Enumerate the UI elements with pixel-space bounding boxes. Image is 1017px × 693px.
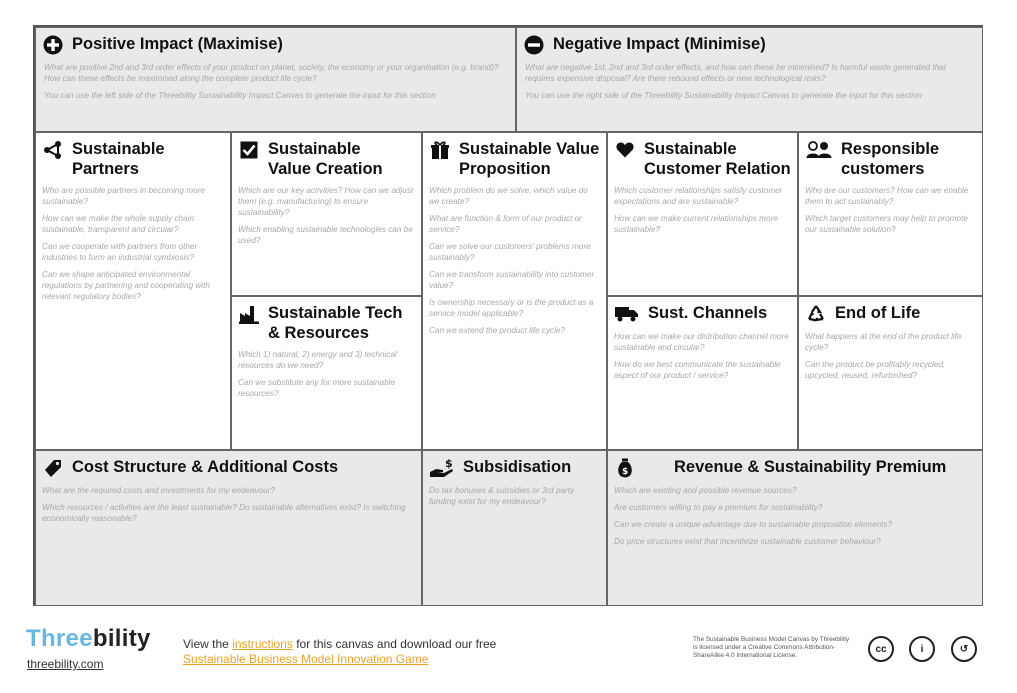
cost-title: Cost Structure & Additional Costs bbox=[72, 458, 339, 476]
revenue-question: Can we create a unique advantage due to sustainable proposition elements? bbox=[614, 520, 893, 529]
tech-question: Can we substitute any for more sustainable resources? bbox=[238, 378, 396, 398]
responsible-customers-section bbox=[798, 132, 983, 296]
tech-resources-section bbox=[231, 296, 422, 450]
heart-icon bbox=[614, 139, 636, 161]
end-of-life-section bbox=[798, 296, 983, 450]
truck-icon bbox=[614, 303, 640, 325]
positive-impact-section bbox=[35, 27, 516, 132]
partners-question: Who are possible partners in becoming more sustainable? bbox=[42, 186, 205, 206]
threebility-logo bbox=[26, 625, 151, 653]
negative-impact-title: Negative Impact (Minimise) bbox=[553, 35, 766, 53]
cc-icon: cc bbox=[868, 636, 894, 662]
partners-title-line2: Partners bbox=[72, 160, 139, 178]
cost-question: Which resources / activities are the least sustainable? Do sustainable alternatives exist? Is switching economically reasonable? bbox=[42, 503, 406, 523]
end-of-life-question: Can the product be profitably recycled, upcycled, reused, refurbished? bbox=[805, 360, 946, 380]
gift-icon bbox=[429, 139, 451, 161]
checkbox-icon bbox=[238, 139, 260, 161]
license-text[interactable]: The Sustainable Business Model Canvas by Threebility is licensed under a Creative Commons Attribution-ShareAlike 4.0 International License. bbox=[693, 636, 850, 659]
cost-question: What are the required costs and investments for my endeavour? bbox=[42, 486, 276, 495]
tech-title-line2: & Resources bbox=[268, 324, 369, 342]
value-prop-title-line2: Proposition bbox=[459, 160, 551, 178]
value-creation-section bbox=[231, 132, 422, 296]
positive-impact-hint: You can use the left side of the Threebility Sustainability Impact Canvas to generate the input for this section bbox=[44, 91, 436, 100]
subsidisation-question: Do tax bonuses & subsidies or 3rd party funding exist for my endeavour? bbox=[429, 486, 575, 506]
customers-question: Who are our customers? How can we enable them to act sustainably? bbox=[805, 186, 969, 206]
svg-text:$: $ bbox=[445, 458, 453, 470]
partners-question: How can we make the whole supply chain sustainable, transparent and circular? bbox=[42, 214, 195, 234]
revenue-question: Which are existing and possible revenue sources? bbox=[614, 486, 797, 495]
tag-icon bbox=[42, 457, 64, 479]
negative-impact-question: What are negative 1st, 2nd and 3rd order effects, and how can these be minimised? Is harmful waste generated that requires expensive disposal? Are there rebound effects or new technological risks? bbox=[525, 63, 946, 83]
negative-impact-section bbox=[516, 27, 983, 132]
relation-question: Which customer relationships satisfy customer expectations and are sustainable? bbox=[614, 186, 783, 206]
channels-section bbox=[607, 296, 798, 450]
value-creation-question: Which enabling sustainable technologies can be used? bbox=[238, 225, 413, 245]
value-prop-question: What are function & form of our product or service? bbox=[429, 214, 582, 234]
revenue-title: Revenue & Sustainability Premium bbox=[674, 458, 947, 476]
relation-title-line2: Customer Relation bbox=[644, 160, 791, 178]
relation-question: How can we make current relationships more sustainable? bbox=[614, 214, 778, 234]
channels-question: How can we make our distribution channel more sustainable and circular? bbox=[614, 332, 789, 352]
negative-impact-hint: You can use the right side of the Threebility Sustainability Impact Canvas to generate the input for this section bbox=[525, 91, 922, 100]
value-prop-question: Is ownership necessary or is the product as a service model applicable? bbox=[429, 298, 594, 318]
value-prop-question: Can we solve our customers' problems more sustainably? bbox=[429, 242, 591, 262]
value-prop-title-line1: Sustainable Value bbox=[459, 140, 600, 158]
value-proposition-section bbox=[422, 132, 607, 450]
channels-question: How do we best communicate the sustainable aspect of our product / service? bbox=[614, 360, 781, 380]
partners-question: Can we shape anticipated environmental regulations by partnering and cooperating with relevant regulatory bodies? bbox=[42, 270, 210, 301]
partners-title-line1: Sustainable bbox=[72, 140, 165, 158]
subsidisation-section bbox=[422, 450, 607, 606]
value-creation-question: Which are our key activities? How can we adjust them (e.g. manufacturing) to ensure sustainability? bbox=[238, 186, 414, 217]
revenue-question: Do price structures exist that incentivize sustainable customer behaviour? bbox=[614, 537, 881, 546]
instructions-link[interactable]: instructions bbox=[232, 637, 293, 651]
money-bag-icon bbox=[614, 457, 636, 479]
revenue-question: Are customers willing to pay a premium for sustainability? bbox=[614, 503, 823, 512]
minus-circle-icon bbox=[523, 34, 545, 56]
recycle-icon bbox=[805, 303, 827, 325]
svg-text:$: $ bbox=[622, 467, 629, 477]
sustainable-partners-section bbox=[35, 132, 231, 450]
hand-money-icon bbox=[429, 457, 455, 479]
logo-part-bility: bility bbox=[92, 625, 151, 652]
value-creation-title-line2: Value Creation bbox=[268, 160, 383, 178]
customer-relation-section bbox=[607, 132, 798, 296]
footer bbox=[0, 620, 1017, 693]
cost-structure-section bbox=[35, 450, 422, 606]
subsidisation-title: Subsidisation bbox=[463, 458, 572, 476]
positive-impact-title: Positive Impact (Maximise) bbox=[72, 35, 283, 53]
revenue-section bbox=[607, 450, 983, 606]
tech-question: Which 1) natural, 2) energy and 3) technical resources do we need? bbox=[238, 350, 397, 370]
value-creation-title-line1: Sustainable bbox=[268, 140, 361, 158]
view-text-1: View the bbox=[183, 637, 233, 651]
customers-question: Which target customers may help to promote our sustainable solution? bbox=[805, 214, 968, 234]
website-link[interactable]: threebility.com bbox=[27, 657, 104, 671]
relation-title-line1: Sustainable bbox=[644, 140, 737, 158]
share-alike-icon: ↺ bbox=[951, 636, 977, 662]
people-icon bbox=[805, 139, 833, 161]
end-of-life-title: End of Life bbox=[835, 304, 921, 322]
value-prop-question: Can we transform sustainability into customer value? bbox=[429, 270, 595, 290]
value-prop-question: Which problem do we solve, which value do we create? bbox=[429, 186, 588, 206]
attribution-icon: i bbox=[909, 636, 935, 662]
game-link[interactable]: Sustainable Business Model Innovation Game bbox=[183, 652, 429, 666]
tech-title-line1: Sustainable Tech bbox=[268, 304, 403, 322]
plus-circle-icon bbox=[42, 34, 64, 56]
positive-impact-question: What are positive 2nd and 3rd order effects of your product on planet, society, the economy or your organisation (e.g. brand)? How can these effects be maximised along the complete product life cycle? bbox=[44, 63, 499, 83]
value-prop-question: Can we extend the product life cycle? bbox=[429, 326, 566, 335]
partners-question: Can we cooperate with partners from other industries to form an industrial symbiosis? bbox=[42, 242, 198, 262]
instructions-text bbox=[183, 637, 503, 667]
end-of-life-question: What happens at the end of the product life cycle? bbox=[805, 332, 962, 352]
view-text-2: for this canvas and download our free bbox=[292, 637, 497, 651]
network-icon bbox=[42, 139, 64, 161]
factory-icon bbox=[238, 303, 260, 325]
logo-part-three: Three bbox=[26, 625, 93, 652]
business-model-canvas bbox=[33, 25, 983, 606]
customers-title-line1: Responsible bbox=[841, 140, 940, 158]
customers-title-line2: customers bbox=[841, 160, 925, 178]
channels-title: Sust. Channels bbox=[648, 304, 768, 322]
